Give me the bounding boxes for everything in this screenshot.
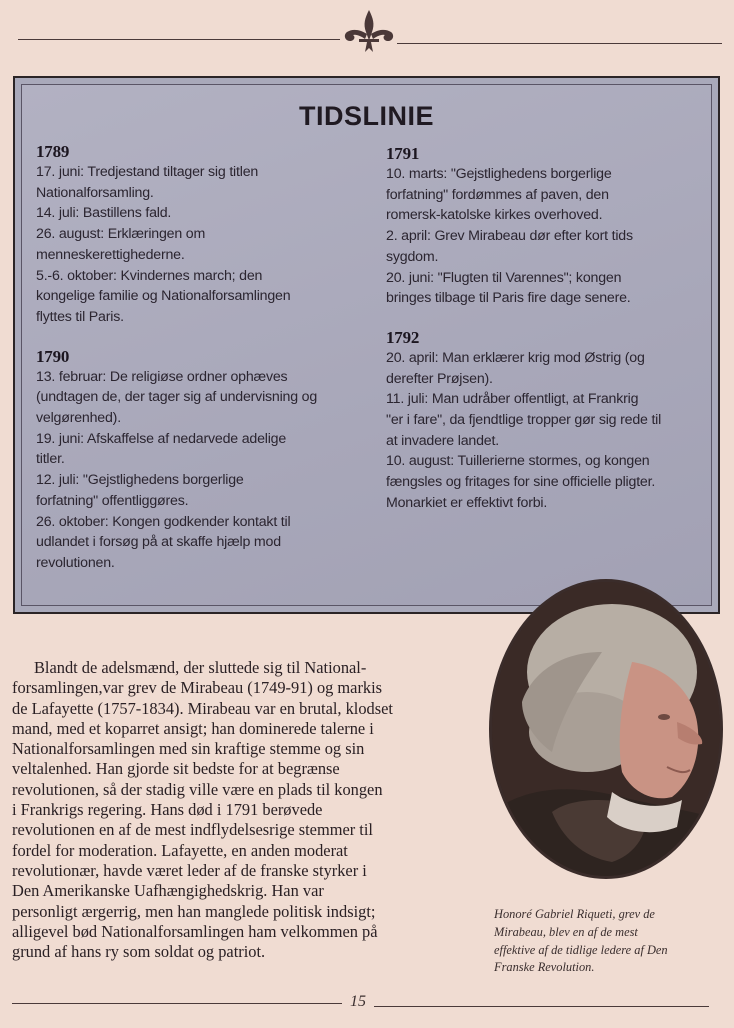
timeline-entry: 26. august: Erklæringen om: [36, 226, 206, 243]
timeline-entry: 19. juni: Afskaffelse af nedarvede adelige: [36, 430, 287, 447]
portrait-illustration: [492, 582, 723, 879]
timeline-entry: Monarkiet er effektivt forbi.: [386, 494, 548, 511]
timeline-entry: revolutionen.: [36, 554, 115, 571]
timeline-entry: velgørenhed).: [36, 410, 121, 427]
body-line: Den Amerikanske Uafhængighedskrig. Han var: [12, 881, 324, 901]
timeline-entry: titler.: [36, 451, 65, 468]
timeline-entry: "er i fare", da fjendtlige tropper gør sig rede til: [386, 412, 662, 429]
timeline-entry: derefter Prøjsen).: [386, 370, 493, 387]
footer-rule-left: [12, 1003, 342, 1004]
timeline-entry: kongelige familie og Nationalforsamlingen: [36, 288, 291, 305]
timeline-entry: 13. februar: De religiøse ordner ophæves: [36, 368, 288, 385]
body-line: revolutionær, havde været leder af de franske styrker i: [12, 860, 367, 880]
timeline-entry: 2. april: Grev Mirabeau dør efter kort tids: [386, 228, 633, 245]
timeline-right-column: [386, 143, 706, 514]
timeline-entry: udlandet i forsøg på at skaffe hjælp mod: [36, 534, 281, 551]
body-line: Nationalforsamlingen med sin kraftige stemme og sin: [12, 739, 365, 759]
year-heading: 1792: [386, 327, 420, 347]
top-rule-left: [18, 39, 340, 40]
timeline-entry: 11. juli: Man udråber offentligt, at Frankrig: [386, 391, 639, 408]
timeline-entry: forfatning" offentliggøres.: [36, 492, 189, 509]
timeline-entry: 26. oktober: Kongen godkender kontakt til: [36, 513, 291, 530]
timeline-entry: 20. juni: "Flugten til Varennes"; kongen: [386, 269, 622, 286]
timeline-entry: bringes tilbage til Paris fire dage senere.: [386, 290, 631, 307]
body-paragraph: [12, 658, 482, 962]
caption-line: Honoré Gabriel Riqueti, grev de: [494, 907, 655, 921]
year-heading: 1791: [386, 144, 420, 163]
body-line: personligt ærgerrig, men han manglede politisk indsigt;: [12, 901, 376, 921]
body-line: alligevel bød Nationalforsamlingen ham velkommen på: [12, 921, 378, 941]
timeline-entry: 10. august: Tuillerierne stormes, og kongen: [386, 453, 650, 470]
timeline-entry: (undtagen de, der tager sig af undervisning og: [36, 389, 318, 406]
timeline-entry: sygdom.: [386, 248, 439, 265]
timeline-box: [13, 76, 720, 614]
timeline-entry: fængsles og fritages for sine officielle pligter.: [386, 474, 656, 491]
caption-line: Franske Revolution.: [494, 960, 595, 975]
timeline-entry: flyttes til Paris.: [36, 308, 124, 325]
timeline-entry: romersk-katolske kirkes overhoved.: [386, 207, 603, 224]
body-line: mand, med et koparret ansigt; han dominerede talerne i: [12, 718, 374, 738]
portrait-caption: [494, 906, 719, 977]
timeline-panel: [21, 84, 712, 606]
year-heading: 1790: [36, 346, 70, 366]
body-line: i Frankrigs regering. Hans død i 1791 berøvede: [12, 800, 323, 820]
caption-line: Mirabeau, blev en af de mest: [494, 924, 638, 939]
body-line: grund af hans ry som soldat og patriot.: [12, 942, 266, 962]
top-rule-right: [397, 43, 722, 44]
timeline-title: TIDSLINIE: [298, 101, 434, 131]
timeline-entry: 14. juli: Bastillens fald.: [36, 205, 172, 222]
timeline-entry: at invadere landet.: [386, 432, 499, 449]
body-line: revolutionen, så der stadig ville være en plads til kongen: [12, 779, 383, 799]
mirabeau-portrait: [489, 579, 723, 879]
timeline-entry: 12. juli: "Gejstlighedens borgerlige: [36, 472, 244, 489]
timeline-entry: menneskerettighederne.: [36, 246, 185, 263]
timeline-entry: forfatning" fordømmes af paven, den: [386, 186, 609, 203]
timeline-entry: Nationalforsamling.: [36, 184, 154, 201]
body-line: de Lafayette (1757-1834). Mirabeau var en brutal, klodset: [12, 698, 393, 718]
footer-rule-right: [374, 1006, 709, 1007]
body-line: revolutionen en af de mest indflydelsesrige stemmer til: [12, 820, 373, 840]
year-heading: 1789: [36, 142, 70, 161]
page-number: 15: [350, 993, 366, 1010]
fleur-de-lis-icon: [341, 8, 397, 54]
timeline-left-column: [36, 141, 366, 574]
timeline-entry: 20. april: Man erklærer krig mod Østrig (og: [386, 349, 645, 366]
body-line: veltalenhed. Han gjorde sit bedste for at begrænse: [12, 759, 340, 779]
body-line: forsamlingen,var grev de Mirabeau (1749-91) og markis: [12, 678, 383, 698]
timeline-entry: 5.-6. oktober: Kvindernes march; den: [36, 267, 263, 284]
caption-line: effektive af de tidlige ledere af Den: [494, 942, 668, 957]
body-line: fordel for moderation. Lafayette, en anden moderat: [12, 840, 348, 860]
body-line: Blandt de adelsmænd, der sluttede sig til National-: [34, 658, 367, 677]
timeline-entry: 17. juni: Tredjestand tiltager sig titlen: [36, 164, 259, 180]
timeline-entry: 10. marts: "Gejstlighedens borgerlige: [386, 166, 612, 182]
